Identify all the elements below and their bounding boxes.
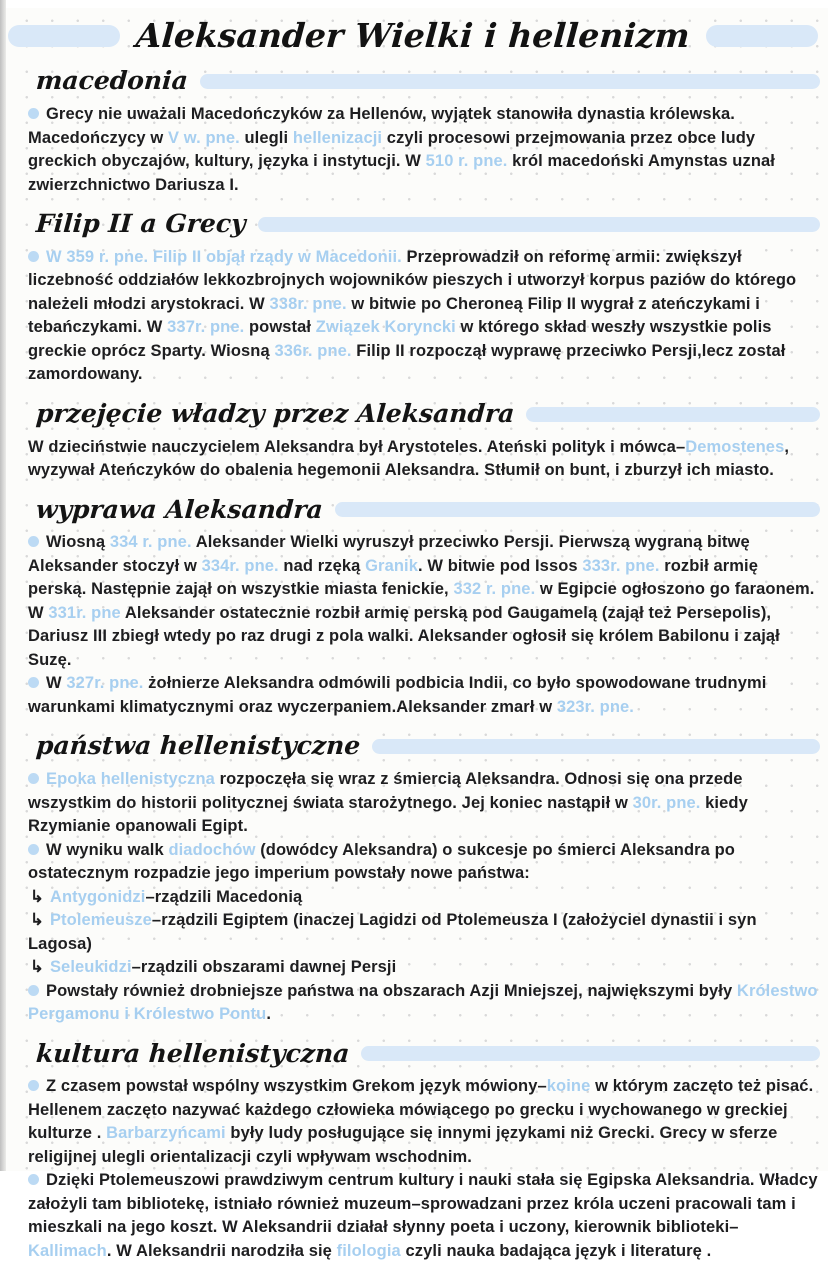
text-run: . W bitwie pod Issos — [418, 556, 583, 575]
text-run: żołnierze Aleksandra odmówili podbicia Indii, co było spowodowane trudnymi warunkami klimatycznymi oraz wyczerpaniem.Aleksander zmarł w — [28, 674, 767, 716]
section-header — [36, 400, 820, 429]
section-filip-ii-a-grecy — [28, 210, 820, 387]
text-run: Z czasem powstał wspólny wszystkim Grekom język mówiony– — [46, 1077, 547, 1096]
section-title: macedonia — [35, 66, 189, 96]
text-run: nad rzęką — [278, 556, 366, 575]
highlighted-text: 332 r. pne. — [453, 580, 536, 599]
page-left-edge — [0, 0, 6, 1171]
text-run: –rządzili obszarami dawnej Persji — [131, 958, 397, 977]
highlighted-text: filologia — [336, 1241, 401, 1260]
paragraph — [28, 103, 820, 197]
paragraph — [28, 672, 820, 719]
section-header — [36, 1040, 820, 1069]
bullet-dot-icon — [28, 108, 39, 119]
text-run: w którego skład weszły wszystkie polis greckie oprócz Sparty. Wiosną — [28, 318, 772, 360]
text-run: Filip II rozpoczął wyprawę przeciwko Persji,lecz został zamordowany. — [28, 341, 786, 384]
text-run: król macedoński Amynstas uznał zwierzchnictwo Dariusza I. — [28, 152, 775, 194]
text-run: czyli nauka badająca język i literaturę . — [400, 1241, 712, 1260]
heading-highlight-pill — [335, 502, 820, 517]
text-run: Grecy nie uważali Macedończyków za Hellenów, wyjątek stanowiła dynastia królewska. Macedończycy w — [28, 105, 735, 147]
section-macedonia — [28, 67, 820, 197]
section-wyprawa-aleksandra — [28, 496, 820, 720]
highlighted-text: Seleukidzi — [49, 958, 132, 977]
highlighted-text: 336r. pne. — [274, 341, 352, 360]
paragraph — [28, 768, 820, 839]
section-title: kultura hellenistyczna — [35, 1038, 351, 1068]
text-run: Dzięki Ptolemeuszowi prawdziwym centrum kultury i nauki stała się Egipska Aleksandria. Władcy założyli tam bibliotekę, istniało również muzeum–sprowadzani przez króla uczeni pracowali tam i mieszkali na jego koszt. W Aleksandrii działał słynny poeta i uczony, kierownik biblioteki– — [28, 1171, 818, 1237]
text-run: Powstały również drobniejsze państwa na obszarach Azji Mniejszej, największymi były — [46, 981, 737, 1000]
paragraph — [28, 839, 820, 886]
section-header — [36, 67, 820, 96]
highlighted-text: Kallimach — [28, 1241, 107, 1260]
heading-highlight-pill — [361, 1046, 820, 1061]
text-run: , wyzywał Ateńczyków do obalenia hegemonii Aleksandra. Stłumił on bunt, i zburzył ich miasto. — [28, 437, 790, 480]
paragraph — [28, 1169, 820, 1263]
highlighted-text: Królestwo Pergamonu i Królestwo Pontu — [28, 981, 818, 1024]
highlighted-text: Barbarzyńcami — [106, 1124, 226, 1143]
heading-highlight-pill — [526, 407, 820, 422]
paragraph — [28, 1075, 820, 1169]
text-run: ulegli — [239, 128, 293, 147]
text-run: w bitwie po Cheroneą Filip II wygrał z ateńczykami i tebańczykami. W — [28, 294, 760, 337]
highlighted-text: 30r. pne. — [632, 793, 701, 812]
bullet-dot-icon — [28, 677, 39, 688]
text-run: czyli procesowi przejmowania przez obce ludy greckich obyczajów, kultury, języka i instytucji. W — [28, 128, 756, 171]
highlighted-text: 510 r. pne. — [425, 152, 508, 171]
highlighted-text: 334 r. pne. — [109, 533, 192, 552]
bullet-dot-icon — [28, 536, 39, 547]
bullet-dot-icon — [28, 985, 39, 996]
bullet-dot-icon — [28, 251, 39, 262]
paragraph — [28, 531, 820, 672]
heading-highlight-pill — [372, 739, 820, 754]
text-run: powstał — [244, 318, 316, 337]
section-kultura-hellenistyczna — [28, 1040, 820, 1263]
section-title: wyprawa Aleksandra — [35, 494, 324, 524]
title-highlight-pill-right — [706, 25, 818, 47]
highlighted-text: 338r. pne. — [269, 294, 347, 313]
section-title: Filip II a Grecy — [35, 209, 247, 239]
heading-highlight-pill — [258, 217, 820, 232]
text-run: Wiosną — [46, 533, 110, 552]
page-title: Aleksander Wielki i hellenizm — [134, 16, 692, 55]
text-run: rozpoczęła się wraz z śmiercią Aleksandra. Odnosi się ona przede wszystkim do historii politycznej świata starożytnego. Jej koniec nastąpił w — [28, 770, 743, 812]
heading-highlight-pill — [200, 74, 820, 89]
paragraph — [28, 956, 820, 980]
paragraph — [28, 909, 820, 956]
highlighted-text: 323r. pne. — [556, 697, 634, 716]
section-panstwa-hellenistyczne — [28, 732, 820, 1026]
highlighted-text: V w. pne. — [167, 128, 240, 147]
highlighted-text: 331r. pne — [48, 603, 121, 622]
highlighted-text: Ptolemeusze — [49, 911, 152, 930]
text-run: rozbił armię perską. Następnie zajął on wszystkie miasta fenickie, — [28, 556, 759, 599]
highlighted-text: 333r. pne. — [582, 556, 660, 575]
text-run: w Egipcie ogłoszono go faraonem. W — [28, 580, 815, 622]
text-run: . W Aleksandrii narodziła się — [106, 1241, 337, 1260]
text-run: (dowódcy Aleksandra) o sukcesje po śmierci Aleksandra po ostatecznym rozpadzie jego imperium powstały nowe państwa: — [28, 840, 735, 883]
section-header — [36, 496, 820, 525]
title-highlight-pill-left — [8, 25, 120, 47]
section-header — [36, 732, 820, 761]
text-run: w którym zaczęto też pisać. Hellenem zaczęto nazywać każdego człowieka mówiącego po grecku i wychowanego w greckiej kulturze . — [28, 1077, 814, 1143]
text-run: Aleksander ostatecznie rozbił armię perską pod Gaugamelą (zajął też Persepolis), Dariusz III zbiegł wtedy po raz drugi z pola walki. Aleksander ogłosił się królem Babilonu i zajął Suzę. — [28, 603, 780, 669]
text-run: były ludy posługujące się innymi językami niż Grecki. Grecy w sferze religijnej ulegli orientalizacji czyli wpływam wschodnim. — [28, 1124, 778, 1166]
arrow-icon: ↳ — [30, 958, 44, 977]
page-top-edge — [0, 0, 828, 8]
highlighted-text: diadochów — [168, 840, 256, 859]
highlighted-text: koine — [546, 1077, 591, 1096]
section-title: przejęcie władzy przez Aleksandra — [35, 398, 516, 428]
paragraph — [28, 886, 820, 910]
bullet-dot-icon — [28, 1080, 39, 1091]
text-run: W — [46, 674, 67, 693]
highlighted-text: hellenizacji — [292, 128, 383, 147]
arrow-icon: ↳ — [30, 887, 44, 906]
bullet-dot-icon — [28, 844, 39, 855]
text-run: Aleksander Wielki wyruszył przeciwko Persji. Pierwszą wygraną bitwę Aleksander stoczył w — [28, 533, 750, 575]
highlighted-text: 337r. pne. — [167, 318, 245, 337]
text-run: Przeprowadził on reformę armii: zwiększył liczebność oddziałów lekkozbrojnych wojowników pieszych i utworzył korpus paziów do którego należeli młodzi arystokraci. W — [28, 247, 797, 313]
highlighted-text: Demostenes — [685, 437, 785, 456]
paragraph — [28, 246, 820, 387]
paragraph — [28, 436, 820, 483]
highlighted-text: 334r. pne. — [201, 556, 279, 575]
section-title: państwa hellenistyczne — [35, 731, 362, 761]
paragraph — [28, 980, 820, 1027]
highlighted-text: Antygonidzi — [49, 887, 146, 906]
highlighted-text: 327r. pne. — [66, 674, 144, 693]
title-row — [0, 0, 828, 54]
bullet-dot-icon — [28, 773, 39, 784]
text-run: . — [266, 1005, 271, 1024]
bullet-dot-icon — [28, 1174, 39, 1185]
section-przejecie-wladzy-przez-aleksandra — [28, 400, 820, 483]
text-run: –rządzili Egiptem (inaczej Lagidzi od Ptolemeusza I (założyciel dynastii i syn Lagosa) — [28, 911, 757, 953]
text-run: –rządzili Macedonią — [145, 887, 303, 906]
highlighted-text: Granik — [365, 556, 418, 575]
section-header — [36, 210, 820, 239]
text-run: kiedy Rzymianie opanowali Egipt. — [28, 793, 748, 836]
highlighted-text: Związek Koryncki — [315, 318, 456, 337]
text-run: W wyniku walk — [46, 840, 169, 859]
highlighted-text: W 359 r. pne. Filip II objął rządy w Macedonii. — [46, 247, 402, 266]
arrow-icon: ↳ — [30, 911, 44, 930]
sections — [0, 67, 828, 1263]
highlighted-text: Epoka hellenistyczna — [46, 770, 215, 789]
text-run: W dzieciństwie nauczycielem Aleksandra był Arystoteles. Ateński polityk i mówca– — [28, 437, 686, 456]
